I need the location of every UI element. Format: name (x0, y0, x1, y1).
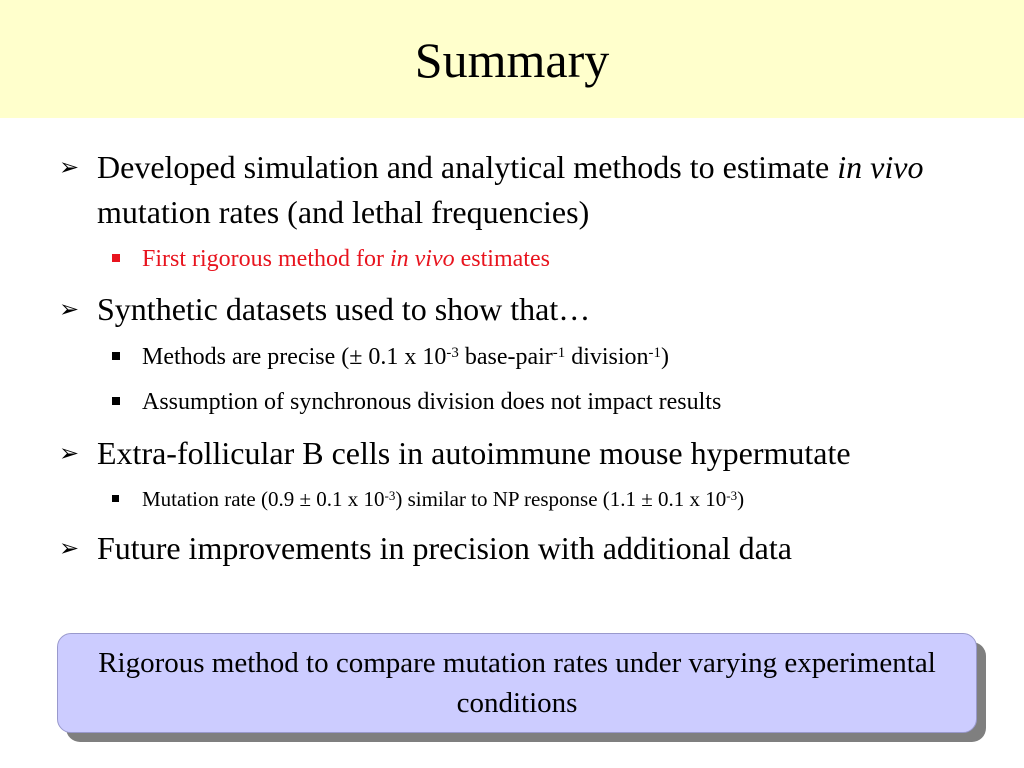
callout-text: Rigorous method to compare mutation rates under varying experimental conditions (98, 647, 936, 719)
bullet-text: Synthetic datasets used to show that… (97, 291, 591, 327)
sub-bullet-text: Methods are precise (± 0.1 x 10 (142, 344, 447, 370)
arrowhead-bullet-icon: ➢ (59, 534, 80, 562)
square-bullet-icon (112, 397, 120, 405)
sub-bullet-text: ) (660, 344, 669, 370)
sub-bullet-first-rigorous (142, 244, 982, 274)
square-bullet-icon (112, 254, 120, 262)
bullet-item-extra-follicular (59, 431, 992, 476)
sub-bullet-synchronous (142, 387, 982, 417)
arrowhead-bullet-icon: ➢ (59, 439, 80, 467)
bullet-italic: in vivo (837, 149, 924, 185)
callout-box (57, 633, 977, 733)
bullet-text: mutation rates (and lethal frequencies) (97, 194, 590, 230)
superscript: -1 (552, 344, 566, 361)
sub-bullet-text: ) similar to NP response (1.1 ± 0.1 x 10 (395, 487, 727, 511)
superscript: -3 (384, 487, 396, 503)
superscript: -3 (726, 487, 738, 503)
sub-bullet-text: ) (737, 487, 745, 511)
bullet-text: Developed simulation and analytical methods to estimate (97, 149, 838, 185)
square-bullet-icon (112, 495, 119, 502)
slide-title: Summary (414, 32, 610, 88)
superscript: -1 (648, 344, 661, 361)
bullet-text: Future improvements in precision with additional data (97, 530, 792, 566)
sub-bullet-text: estimates (454, 246, 550, 272)
sub-bullet-text: First rigorous method for (142, 246, 390, 272)
bullet-text: Extra-follicular B cells in autoimmune mouse hypermutate (97, 435, 851, 471)
arrowhead-bullet-icon: ➢ (59, 295, 80, 323)
sub-bullet-text: division (565, 344, 649, 370)
arrowhead-bullet-icon: ➢ (59, 153, 80, 181)
sub-bullet-text: base-pair (458, 344, 553, 370)
bullet-item-methods (59, 145, 992, 235)
bullet-item-synthetic (59, 287, 992, 332)
sub-bullet-mutation-rate (142, 484, 982, 514)
sub-bullet-italic: in vivo (389, 246, 455, 272)
bullet-item-future (59, 526, 992, 571)
sub-bullet-text: Mutation rate (0.9 ± 0.1 x 10 (142, 487, 385, 511)
superscript: -3 (446, 344, 459, 361)
square-bullet-icon (112, 352, 120, 360)
sub-bullet-precise (142, 342, 982, 372)
sub-bullet-text: Assumption of synchronous division does not impact results (142, 389, 722, 415)
